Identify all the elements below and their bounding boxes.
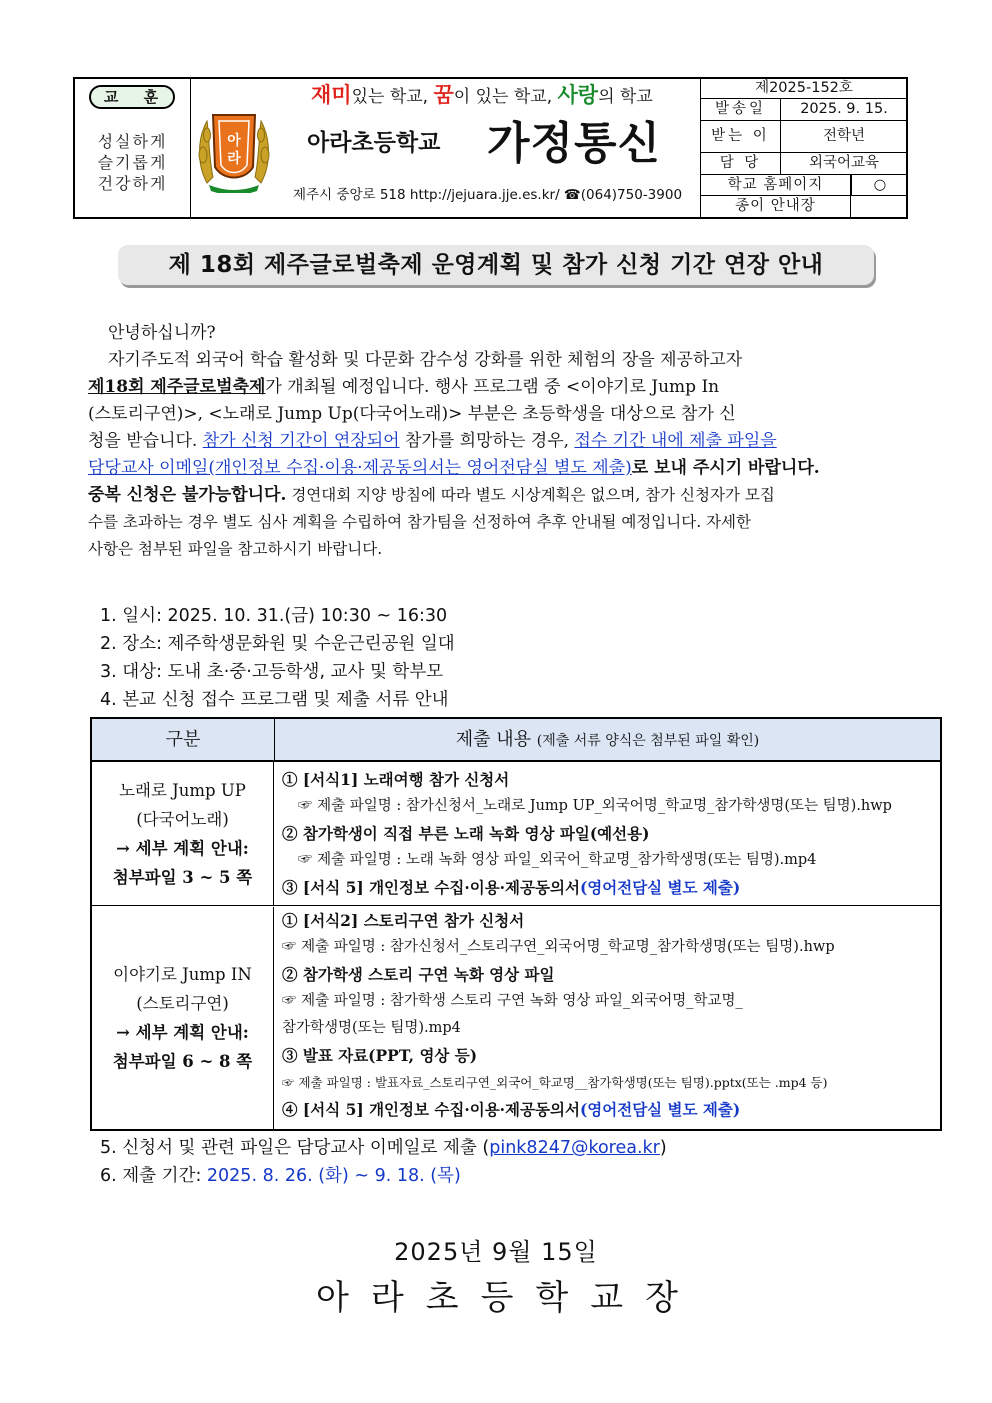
file-name-rule: ☞ 제출 파일명 : 참가학생 스토리 구연 녹화 영상 파일_외국어명_학교명_	[282, 993, 743, 1009]
document-item: ② 참가학생이 직접 부른 노래 녹화 영상 파일(예선용)	[282, 824, 650, 843]
info-row-manager	[701, 153, 907, 175]
table-row-song	[92, 762, 940, 906]
body-line: (스토리구연)>, <노래로 Jump Up(다국어노래)> 부분은 초등학생을 대상으로 참가 신	[88, 404, 736, 424]
separate-submit-note: (영어전담실 별도 제출)	[579, 878, 741, 897]
info-key: 학교 홈페이지	[701, 175, 851, 195]
document-item-text: ③ [서식 5] 개인정보 수집·이용·제공동의서	[282, 878, 580, 897]
file-name-rule: 참가학생명(또는 팀명).mp4	[282, 1020, 461, 1036]
item-submit-period	[100, 1162, 461, 1187]
attachment-pages: 첨부파일 3 ~ 5 쪽	[112, 867, 253, 887]
body-line: 자기주도적 외국어 학습 활성화 및 다문화 감수성 강화를 위한 체험의 장을 제공하고자	[108, 350, 743, 370]
issue-date: 2025년 9월 15일	[394, 1238, 598, 1266]
school-emblem-icon	[195, 105, 273, 193]
motto-line: 슬기롭게	[97, 153, 168, 172]
program-subtitle: (스토리구연)	[136, 994, 229, 1013]
slogan-word: 재미	[311, 83, 352, 107]
body-line: 사항은 첨부된 파일을 참고하시기 바랍니다.	[88, 540, 383, 558]
school-address: 제주시 중앙로 518 http://jejuara.jje.es.kr/ ☎(064)750-3900	[293, 187, 683, 203]
letter-body	[88, 320, 906, 563]
item-target: 3. 대상: 도내 초·중·고등학생, 교사 및 학부모	[100, 662, 444, 682]
svg-text:아: 아	[227, 133, 241, 149]
document-item: ③ 발표 자료(PPT, 영상 등)	[282, 1046, 478, 1065]
info-row-recipient	[701, 121, 907, 153]
document-item	[282, 874, 932, 901]
doc-number: 제2025-152호	[755, 80, 853, 96]
document-item-text: ④ [서식 5] 개인정보 수집·이용·제공동의서	[282, 1100, 580, 1119]
program-subtitle: (다국어노래)	[136, 809, 229, 829]
file-name-rule: ☞ 제출 파일명 : 노래 녹화 영상 파일_외국어_학교명_참가학생명(또는 팀명).mp4	[298, 852, 817, 868]
info-value: ○	[851, 175, 908, 195]
header-content-label: 제출 내용	[455, 729, 532, 750]
body-text: 청을 받습니다.	[88, 431, 203, 451]
attachment-pages: 첨부파일 6 ~ 8 쪽	[112, 1052, 253, 1071]
slogan-text: 이 있는 학교,	[453, 87, 558, 107]
row-content	[282, 766, 932, 901]
separate-submit-note: (영어전담실 별도 제출)	[579, 1100, 741, 1119]
slogan-text: 의 학교	[598, 87, 653, 107]
body-text: 경연대회 지양 방침에 따라 별도 시상계획은 없으며, 참가 신청자가 모집	[286, 486, 775, 504]
slogan	[311, 79, 653, 109]
svg-text:라: 라	[227, 151, 241, 167]
item-submit-email	[100, 1134, 667, 1159]
submission-notice: 접수 기간 내에 제출 파일을	[574, 431, 777, 451]
row-label	[92, 762, 274, 905]
plan-guide: → 세부 계획 안내:	[116, 1023, 249, 1042]
school-banner	[191, 79, 699, 217]
body-line: 가 개최될 예정입니다. 행사 프로그램 중 <이야기로 Jump In	[265, 377, 720, 397]
submission-period: 2025. 8. 26. (화) ~ 9. 18. (목)	[206, 1166, 461, 1186]
row-label	[92, 907, 274, 1129]
table-header	[92, 719, 940, 762]
motto-section	[75, 79, 191, 217]
header-category: 구분	[92, 719, 275, 760]
info-value: 외국어교육	[808, 155, 880, 171]
table-row-story	[92, 907, 940, 1129]
info-key: 받는 이	[701, 121, 781, 152]
info-row-homepage	[701, 175, 907, 196]
document-item: ① [서식1] 노래여행 참가 신청서	[282, 770, 510, 789]
document-info	[700, 79, 907, 217]
plan-guide: → 세부 계획 안내:	[116, 838, 249, 858]
body-line: 수를 초과하는 경우 별도 심사 계획을 수립하여 참가팀을 선정하여 추후 안내될 예정입니다. 자세한	[88, 513, 751, 531]
file-name-rule: ☞ 제출 파일명 : 참가신청서_노래로 Jump UP_외국어명_학교명_참가학생명(또는 팀명).hwp	[298, 798, 892, 814]
program-name: 노래로 Jump UP	[119, 780, 246, 800]
body-text: 로 보내 주시기 바랍니다.	[631, 458, 820, 478]
motto-line: 성실하게	[97, 132, 168, 151]
contact-email-link[interactable]: pink8247@korea.kr	[489, 1138, 660, 1158]
info-key: 종이 안내장	[701, 196, 851, 217]
submission-table	[90, 717, 942, 1131]
info-row-paper	[701, 196, 907, 217]
slogan-text: 있는 학교,	[351, 87, 434, 107]
info-row-sent	[701, 99, 907, 121]
school-name: 아라초등학교	[307, 130, 441, 156]
greeting: 안녕하십니까?	[108, 323, 216, 343]
motto-line: 건강하게	[97, 174, 168, 193]
page-title: 제 18회 제주글로벌축제 운영계획 및 참가 신청 기간 연장 안내	[118, 245, 874, 285]
file-name-rule: ☞ 제출 파일명 : 발표자료_스토리구연_외국어_학교명__참가학생명(또는 팀명).pptx(또는 .mp4 등)	[282, 1075, 828, 1090]
extension-notice: 참가 신청 기간이 연장되어	[202, 431, 400, 451]
item-place: 2. 장소: 제주학생문화원 및 수운근린공원 일대	[100, 634, 455, 654]
motto-label: 교 훈	[89, 85, 175, 109]
info-key: 담 당	[701, 153, 781, 174]
body-text: 참가를 희망하는 경우,	[399, 431, 575, 451]
duplicate-warning: 중복 신청은 불가능합니다.	[88, 485, 287, 505]
item-programs: 4. 본교 신청 접수 프로그램 및 제출 서류 안내	[100, 690, 449, 710]
item-text: 6. 제출 기간:	[100, 1166, 207, 1186]
motto-lines	[75, 131, 190, 194]
program-name: 이야기로 Jump IN	[113, 965, 252, 984]
festival-name: 제18회 제주글로벌축제	[88, 377, 266, 397]
slogan-word: 꿈	[433, 83, 454, 107]
header-content-note: (제출 서류 양식은 첨부된 파일 확인)	[536, 733, 760, 749]
submission-notice: 담당교사 이메일(개인정보 수집·이용·제공동의서는 영어전담실 별도 제출)	[88, 458, 632, 478]
info-key: 발송일	[701, 99, 781, 120]
principal-signature: 아라초등학교장	[316, 1278, 700, 1318]
item-text: 5. 신청서 및 관련 파일은 담당교사 이메일로 제출 (	[100, 1138, 490, 1158]
letterhead	[73, 77, 908, 219]
item-text: )	[659, 1138, 667, 1158]
item-date: 1. 일시: 2025. 10. 31.(금) 10:30 ~ 16:30	[100, 606, 448, 626]
file-name-rule: ☞ 제출 파일명 : 참가신청서_스토리구연_외국어명_학교명_참가학생명(또는 팀명).hwp	[282, 939, 835, 955]
info-value: 전학년	[822, 128, 866, 144]
newsletter-title: 가정통신	[487, 118, 662, 169]
row-content	[282, 907, 932, 1123]
document-item: ② 참가학생 스토리 구연 녹화 영상 파일	[282, 965, 555, 984]
doc-number-row	[701, 79, 907, 99]
slogan-word: 사랑	[557, 83, 599, 107]
document-item: ① [서식2] 스토리구연 참가 신청서	[282, 911, 525, 930]
header-content	[275, 719, 940, 760]
document-item	[282, 1096, 932, 1123]
info-value: 2025. 9. 15.	[800, 101, 888, 117]
